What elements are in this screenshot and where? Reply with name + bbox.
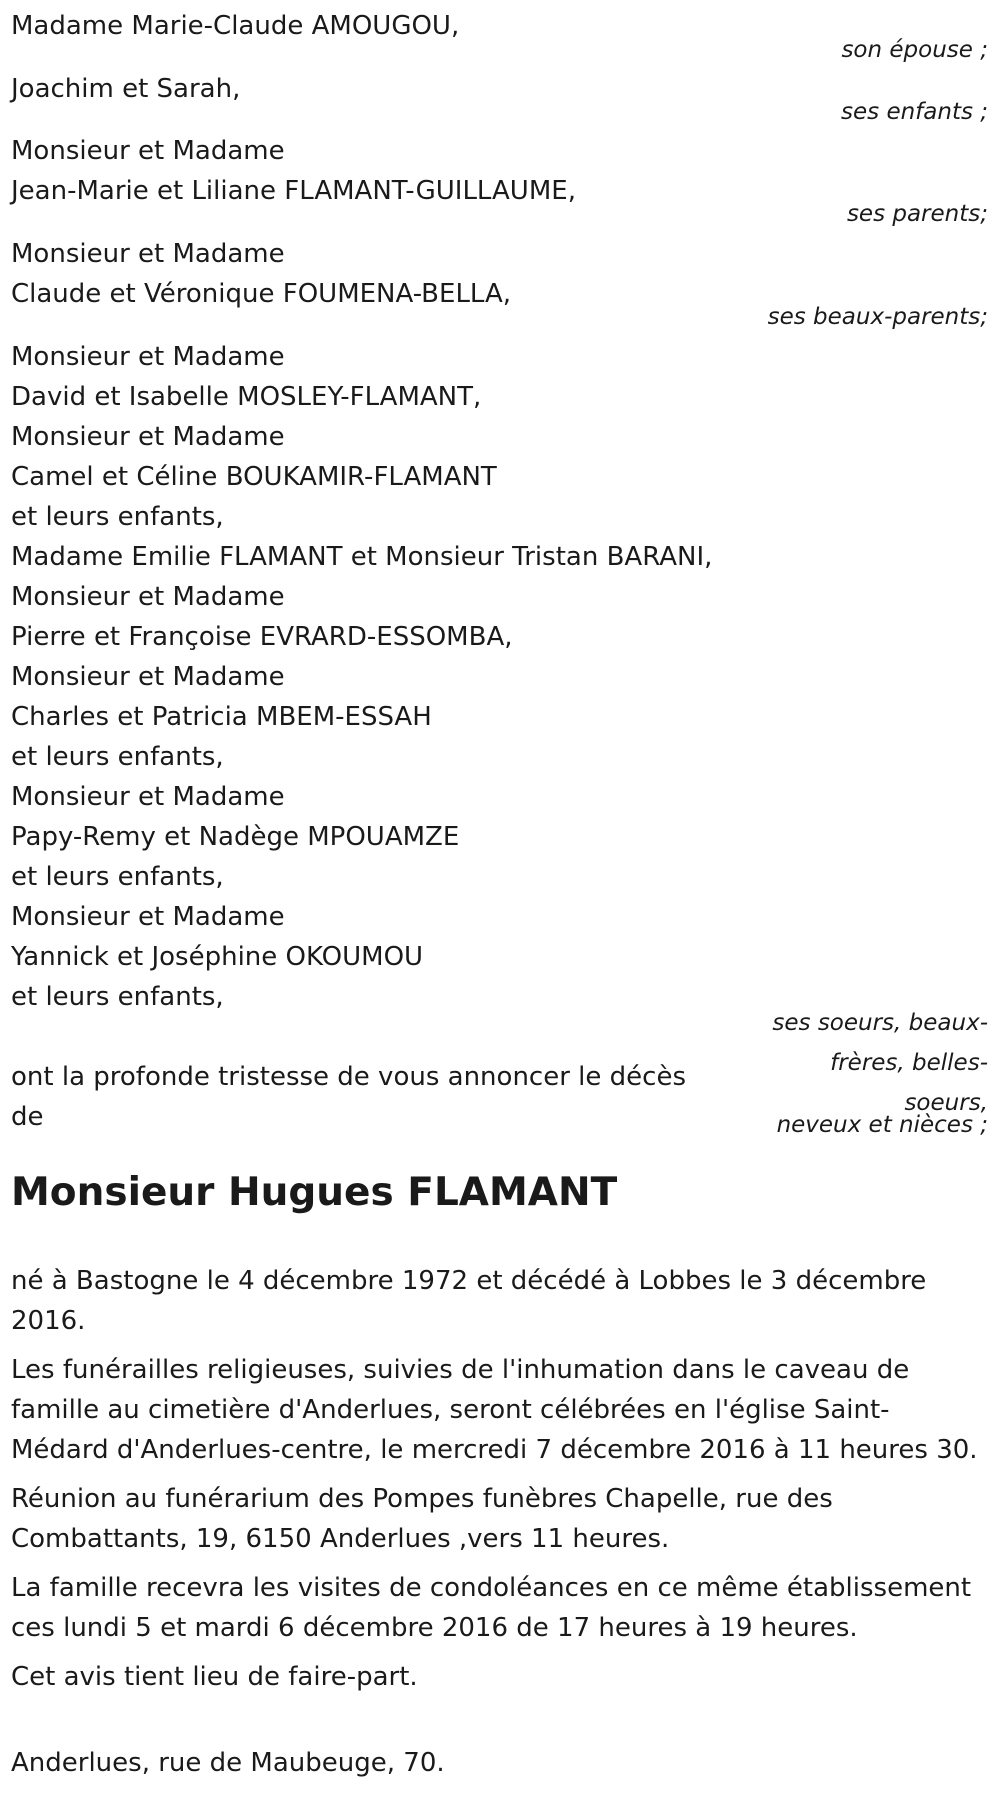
- relation-label: neveux et nièces ;: [776, 1112, 988, 1138]
- family-line: Jean-Marie et Liliane FLAMANT-GUILLAUME,: [11, 176, 576, 206]
- family-line: Madame Marie-Claude AMOUGOU,: [11, 11, 460, 41]
- funeral-line: famille au cimetière d'Anderlues, seront célébrées en l'église Saint-: [11, 1395, 890, 1425]
- family-line: et leurs enfants,: [11, 742, 224, 772]
- relation-label: ses soeurs, beaux-: [772, 1010, 988, 1036]
- meeting-line: Réunion au funérarium des Pompes funèbres Chapelle, rue des: [11, 1484, 833, 1514]
- relation-label: frères, belles-: [830, 1050, 988, 1076]
- notice-line: Cet avis tient lieu de faire-part.: [11, 1662, 418, 1692]
- relation-label: ses parents;: [846, 201, 988, 227]
- funeral-line: Médard d'Anderlues-centre, le mercredi 7 décembre 2016 à 11 heures 30.: [11, 1435, 978, 1465]
- family-line: Monsieur et Madame: [11, 782, 285, 812]
- family-line: Claude et Véronique FOUMENA-BELLA,: [11, 279, 512, 309]
- family-line: et leurs enfants,: [11, 862, 224, 892]
- family-line: Monsieur et Madame: [11, 582, 285, 612]
- birth-death-line: né à Bastogne le 4 décembre 1972 et décédé à Lobbes le 3 décembre: [11, 1266, 927, 1296]
- family-line: Camel et Céline BOUKAMIR-FLAMANT: [11, 462, 497, 492]
- birth-death-line: 2016.: [11, 1306, 86, 1336]
- family-line: Papy-Remy et Nadège MPOUAMZE: [11, 822, 460, 852]
- deceased-name: Monsieur Hugues FLAMANT: [11, 1170, 618, 1215]
- family-line: Monsieur et Madame: [11, 662, 285, 692]
- family-line: Monsieur et Madame: [11, 136, 285, 166]
- announcement-line: de: [11, 1102, 44, 1132]
- family-line: et leurs enfants,: [11, 982, 224, 1012]
- family-line: David et Isabelle MOSLEY-FLAMANT,: [11, 382, 482, 412]
- family-line: Yannick et Joséphine OKOUMOU: [11, 942, 424, 972]
- relation-label: soeurs,: [904, 1090, 988, 1116]
- relation-label: son épouse ;: [841, 37, 988, 63]
- relation-label: ses beaux-parents;: [767, 304, 988, 330]
- family-line: Pierre et Françoise EVRARD-ESSOMBA,: [11, 622, 513, 652]
- family-line: Monsieur et Madame: [11, 902, 285, 932]
- family-line: Joachim et Sarah,: [11, 74, 241, 104]
- family-line: Monsieur et Madame: [11, 239, 285, 269]
- address-line: Anderlues, rue de Maubeuge, 70.: [11, 1748, 445, 1778]
- visits-line: ces lundi 5 et mardi 6 décembre 2016 de 17 heures à 19 heures.: [11, 1613, 858, 1643]
- meeting-line: Combattants, 19, 6150 Anderlues ,vers 11 heures.: [11, 1524, 670, 1554]
- announcement-line: ont la profonde tristesse de vous annoncer le décès: [11, 1062, 686, 1092]
- visits-line: La famille recevra les visites de condoléances en ce même établissement: [11, 1573, 972, 1603]
- family-line: Madame Emilie FLAMANT et Monsieur Tristan BARANI,: [11, 542, 713, 572]
- family-line: Monsieur et Madame: [11, 422, 285, 452]
- family-line: Monsieur et Madame: [11, 342, 285, 372]
- funeral-line: Les funérailles religieuses, suivies de l'inhumation dans le caveau de: [11, 1355, 910, 1385]
- relation-label: ses enfants ;: [841, 99, 988, 125]
- family-line: et leurs enfants,: [11, 502, 224, 532]
- family-line: Charles et Patricia MBEM-ESSAH: [11, 702, 432, 732]
